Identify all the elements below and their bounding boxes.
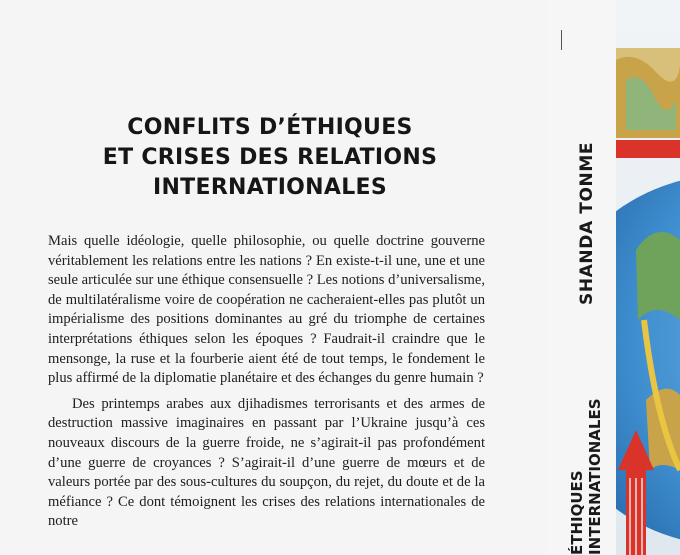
blurb-paragraph: Mais quelle idéologie, quelle philosophie, ou quelle doctrine gouverne véritablement les relations entre les nations ? En existe-t-il une, une et une seule articulée sur une éthique consensuelle ? Les notions d’universalisme, de multilatéralisme voire de coopération ne cacheraient-elles pas plutôt un impérialisme des positions dominantes au gré du triomphe de certaines interprétations éthiques selon les époques ? Faudrait-il craindre que le mensonge, la ruse et la fourberie aient été de tout temps, le fondement le plus affirmé de la diplomatie planétaire et des échanges du genre humain ? [48, 233, 485, 387]
spine-title-line: INTERNATIONALES [586, 398, 604, 555]
title-line: CONFLITS D’ÉTHIQUES [127, 115, 413, 140]
spine-mark [561, 30, 562, 50]
blurb-paragraph: Des printemps arabes aux djihadismes terrorisants et des armes de destruction massive imaginaires en passant par l’Ukraine jusqu’à ces nouveaux discours de la guerre froide, ne s’agirait-il pas profondément d’une guerre de croyances ? S’agirait-il d’une guerre de mœurs et de valeurs portée par des sous-cultures du soupçon, du rejet, du doute et de la méfiance ? Ce dont témoignent les crises des relations internationales de notre [48, 395, 485, 530]
spine-author: SHANDA TONME [577, 141, 597, 305]
front-cover-edge [616, 0, 680, 555]
title-line: INTERNATIONALES [152, 175, 388, 200]
spine-title [568, 399, 604, 555]
blurb-text [48, 232, 485, 538]
globe-illustration-icon [616, 0, 680, 555]
spine-title-line: ÉTHIQUES [568, 470, 586, 555]
book-title [40, 113, 500, 203]
title-line: ET CRISES DES RELATIONS [102, 145, 438, 170]
